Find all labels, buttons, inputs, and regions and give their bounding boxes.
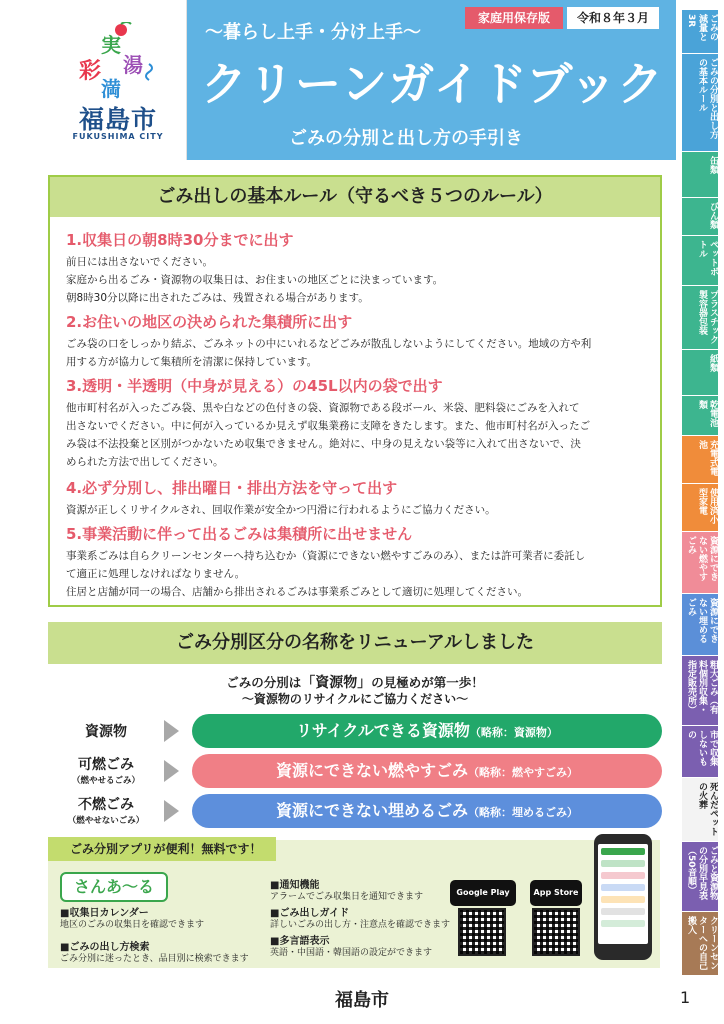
app-store-button[interactable]: App Store xyxy=(530,880,582,906)
app-promo-heading: ごみ分別アプリが便利！無料です！ xyxy=(48,837,276,861)
rule-line: 用する方が協力して集積所を清潔に保持しています。 xyxy=(66,356,318,368)
app-features-right xyxy=(270,876,458,960)
category-row xyxy=(60,754,664,788)
side-tab[interactable]: ペットボトル xyxy=(682,236,718,286)
new-category-pill xyxy=(192,714,662,748)
side-tab[interactable]: ごみと資源物の分別早見表（50音順） xyxy=(682,842,718,912)
intro-pre: ごみの分別は xyxy=(226,675,302,690)
side-tab[interactable]: 資源にできない埋めるごみ xyxy=(682,594,718,656)
intro-post: の見極めが第一歩！ xyxy=(371,675,484,690)
renewal-heading: ごみ分別区分の名称をリニューアルしました xyxy=(48,622,662,664)
rule-title: 1.収集日の朝8時30分までに出す xyxy=(66,231,294,249)
logo-char-1: 実 xyxy=(101,33,121,57)
screen-bar xyxy=(601,848,645,855)
old-category-name: 資源物 xyxy=(85,724,127,740)
side-index-tabs xyxy=(682,10,718,980)
feature-title: ■収集日カレンダー xyxy=(60,908,149,919)
rule-title: 4.必ず分別し、排出曜日・排出方法を守って出す xyxy=(66,479,398,497)
side-tab[interactable]: 充電式電池 xyxy=(682,436,718,484)
feature-title: ■多言語表示 xyxy=(270,936,330,947)
side-tab[interactable]: 使用済小型家電 xyxy=(682,484,718,532)
basic-rules-section xyxy=(48,175,662,607)
app-logo: さんあ〜る xyxy=(60,872,168,902)
rule-line: 事業系ごみは自らクリーンセンターへ持ち込むか（資源にできない燃やすごみのみ）、または許可業者に委託し xyxy=(66,550,586,562)
side-tab[interactable]: 粗大ごみ（有料個別収集・指定販売所） xyxy=(682,656,718,726)
smartphone-icon xyxy=(594,834,652,960)
side-tab[interactable]: 缶類 xyxy=(682,152,718,198)
rule-title: 5.事業活動に伴って出るごみは集積所に出せません xyxy=(66,525,413,543)
feature-text: 地区のごみの収集日を確認できます xyxy=(60,920,205,930)
feature-title: ■通知機能 xyxy=(270,880,320,891)
city-name-roman: FUKUSHIMA CITY xyxy=(72,132,164,141)
side-tab[interactable]: びん類 xyxy=(682,198,718,236)
arrow-right-icon xyxy=(164,720,179,742)
city-emblem-icon xyxy=(71,22,167,100)
rule-line: て適正に処理しなければなりません。 xyxy=(66,568,246,580)
rule-line: 出さないでください。中に何が入っているか見えず収集業務に支障をきたします。また、他市町村名が入ったご xyxy=(66,420,591,432)
date-badge: 令和８年３月 xyxy=(567,7,659,29)
side-tab[interactable]: プラスチック製容器包装 xyxy=(682,286,718,350)
category-row xyxy=(60,714,664,748)
rule-item xyxy=(66,229,646,307)
new-category-pill xyxy=(192,754,662,788)
logo-char-3: 湯 xyxy=(123,53,143,77)
arrow-right-icon xyxy=(164,760,179,782)
side-tab[interactable]: クリーンセンターへの自己搬入 xyxy=(682,912,718,976)
logo-char-2: 彩 xyxy=(79,59,102,84)
rule-line: み袋は不法投棄と区別がつかないため収集できません。絶対に、中身の見えない袋等に入れて出さないで、決 xyxy=(66,438,581,450)
rule-item xyxy=(66,477,646,519)
google-play-button[interactable]: Google Play xyxy=(450,880,516,906)
rule-line: ごみ袋の口をしっかり結ぶ、ごみネットの中にいれるなどごみが散乱しないようにしてください。地域の方や利 xyxy=(66,338,592,350)
side-tab[interactable]: 紙類 xyxy=(682,350,718,396)
page-subtitle: ごみの分別と出し方の手引き xyxy=(289,128,523,149)
renewal-intro-sub: 〜資源物のリサイクルにご協力ください〜 xyxy=(241,692,469,706)
edition-badge: 家庭用保存版 xyxy=(465,7,563,29)
category-row xyxy=(60,794,664,828)
side-tab[interactable]: ごみの減量と3R xyxy=(682,10,718,54)
side-tab[interactable]: 資源にできない燃やすごみ xyxy=(682,532,718,594)
new-category-pill xyxy=(192,794,662,828)
rule-title: 2.お住いの地区の決められた集積所に出す xyxy=(66,313,353,331)
city-name: 福島市 xyxy=(78,105,157,134)
rule-line: められた方法で出してください。 xyxy=(66,456,224,468)
screen-bar xyxy=(601,908,645,915)
page-number: 1 xyxy=(680,988,691,1007)
logo-char-4: 満 xyxy=(101,77,121,100)
section-heading: ごみ出しの基本ルール（守るべき５つのルール） xyxy=(50,177,660,217)
rule-item xyxy=(66,523,646,601)
rule-line: 資源が正しくリサイクルされ、回収作業が安全かつ円滑に行われるようにご協力ください。 xyxy=(66,504,496,516)
screen-bar xyxy=(601,896,645,903)
rule-line: 前日には出さないでください。 xyxy=(66,256,213,268)
screen-bar xyxy=(601,860,645,867)
old-category-note: （燃やせるごみ） xyxy=(71,776,140,786)
rule-title: 3.透明・半透明（中身が見える）の45L以内の袋で出す xyxy=(66,377,443,395)
old-category-note: （燃やせないごみ） xyxy=(67,816,145,826)
phone-screen xyxy=(598,844,648,944)
new-category-abbr: （略称：燃やすごみ） xyxy=(468,766,578,779)
feature-title: ■ごみ出しガイド xyxy=(270,908,350,919)
feature-text: ごみ分別に迷ったとき、品目別に検索できます xyxy=(60,954,249,964)
header xyxy=(0,0,676,160)
side-tab[interactable]: 乾電池類 xyxy=(682,396,718,436)
city-logo xyxy=(49,0,187,160)
google-play-qr-icon xyxy=(458,908,506,956)
arrow-right-icon xyxy=(164,800,179,822)
tagline: 〜暮らし上手・分け上手〜 xyxy=(205,22,421,43)
intro-key: 「資源物」 xyxy=(301,675,372,691)
feature-text: アラームでごみ収集日を通知できます xyxy=(270,892,424,902)
new-category-name: 資源にできない埋めるごみ xyxy=(275,801,468,820)
screen-bar xyxy=(601,884,645,891)
old-category-name: 可燃ごみ xyxy=(78,757,134,773)
rule-line: 住居と店舗が同一の場合、店舗から排出されるごみは事業系ごみとして適切に処理してください。 xyxy=(66,586,528,598)
app-store-qr-icon xyxy=(532,908,580,956)
title-banner xyxy=(187,0,676,160)
screen-bar xyxy=(601,872,645,879)
new-category-abbr: （略称：埋めるごみ） xyxy=(468,806,578,819)
rule-line: 他市町村名が入ったごみ袋、黒や白などの色付きの袋、資源物である段ボール、米袋、肥料袋にごみを入れて xyxy=(66,402,580,414)
side-tab[interactable]: 死んだペットの火葬 xyxy=(682,778,718,842)
app-features-left xyxy=(60,904,275,966)
page-title: クリーンガイドブック xyxy=(201,57,665,111)
feature-text: 詳しいごみの出し方・注意点を確認できます xyxy=(270,920,451,930)
app-promo-box xyxy=(48,840,660,968)
rule-line: 朝8時30分以降に出されたごみは、残置される場合があります。 xyxy=(66,292,369,304)
old-category-name: 不燃ごみ xyxy=(78,797,134,813)
rule-item xyxy=(66,375,646,471)
feature-text: 英語・中国語・韓国語の設定ができます xyxy=(270,948,433,958)
new-category-abbr: （略称：資源物） xyxy=(469,726,558,739)
side-tab[interactable]: 市で収集しないもの xyxy=(682,726,718,778)
new-category-name: 資源にできない燃やすごみ xyxy=(275,761,468,780)
rule-line: 家庭から出るごみ・資源物の収集日は、お住まいの地区ごとに決まっています。 xyxy=(66,274,444,286)
side-tab[interactable]: ごみの分別と出し方の基本ルール xyxy=(682,54,718,152)
feature-title: ■ごみの出し方検索 xyxy=(60,942,150,953)
new-category-name: リサイクルできる資源物 xyxy=(296,721,470,740)
screen-bar xyxy=(601,920,645,927)
renewal-intro xyxy=(48,672,662,692)
rule-item xyxy=(66,311,646,371)
footer-city-name: 福島市 xyxy=(335,990,389,1011)
